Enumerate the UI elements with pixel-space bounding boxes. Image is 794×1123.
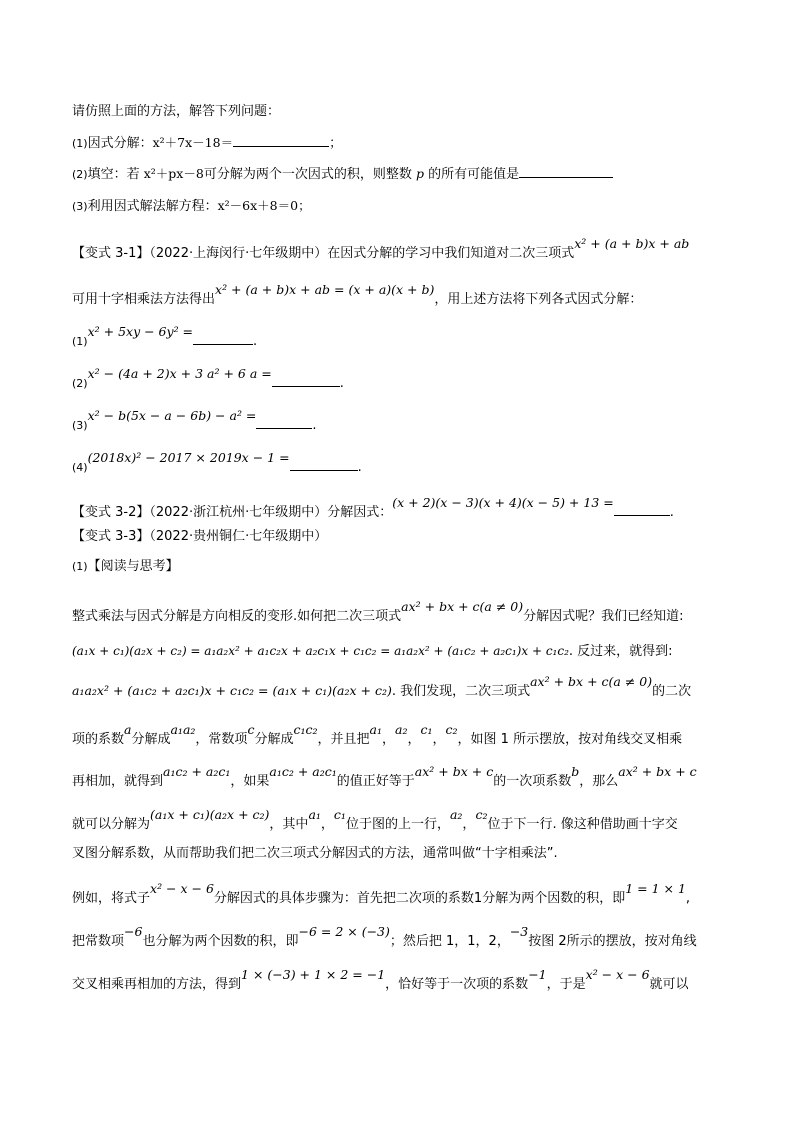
para-text: 整式乘法与因式分解是方向相反的变形.如何把二次三项式 [72, 609, 402, 624]
para-text: 位于下一行. 像这种借助画十字交 [487, 817, 678, 832]
para-text: , [685, 891, 691, 906]
math-expression: ax² + bx + c(a ≠ 0) [530, 674, 653, 689]
variant-3-3 [72, 528, 327, 546]
question-1 [72, 134, 342, 153]
para-text: 再相加，就得到 [72, 774, 164, 789]
para-text: 分解因式的具体步骤为：首先把二次项的系数1分解为两个因数的积，即 [213, 891, 626, 906]
math-expression: 1 × (−3) + 1 × 2 = −1 [241, 967, 386, 982]
para1-line1 [72, 599, 684, 626]
question-text: 可分解为两个一次因式的积，则整数 [203, 167, 412, 182]
variant-text: 在因式分解的学习中我们知道对二次三项式 [327, 246, 575, 261]
para1-line7: 叉图分解系数，从而帮助我们把二次三项式分解因式的方法，通常叫做“十字相乘法”. [72, 846, 558, 861]
math-expression: 1 = 1 × 1 [625, 881, 686, 896]
math-symbol: c₂ [445, 722, 458, 737]
variant-3-1-item-4 [72, 450, 362, 477]
para-text: ，于是 [546, 977, 586, 992]
math-expression: ax² + bx + c(a ≠ 0) [401, 599, 524, 614]
answer-blank[interactable] [519, 165, 613, 178]
para-text: . 反过来，就得到: [568, 644, 673, 659]
math-symbol: a₂ [395, 722, 408, 737]
math-expression: a₁a₂x² + (a₁c₂ + a₂c₁)x + c₁c₂ = (a₁x + c₁)(a₂x + c₂) [72, 683, 392, 698]
math-symbol: c₁ [420, 722, 433, 737]
math-expression: (x + 2)(x − 3)(x + 4)(x − 5) + 13 = [392, 495, 614, 510]
para-text: 就可以分解为 [72, 817, 151, 832]
math-expression: x² + (a + b)x + ab = (x + a)(x + b) [215, 282, 435, 297]
math-expression: a₁c₂ + a₂c₁ [269, 764, 337, 779]
math-expression: ax² + bx + c [618, 764, 697, 779]
expression: x²＋7x－18＝ [152, 135, 234, 150]
variant-3-1-item-3 [72, 408, 317, 435]
math-expression: x² − b(5x − a − 6b) − a² = [87, 408, 257, 423]
para-text: . 我们发现，二次三项式 [391, 684, 531, 699]
para-text: 交叉相乘再相加的方法，得到 [72, 977, 242, 992]
para-text: 把常数项 [72, 934, 125, 949]
math-expression: x² − x − 6 [585, 967, 650, 982]
math-symbol: a₁a₂ [170, 722, 196, 737]
math-expression: x² − x − 6 [150, 881, 214, 896]
item-number: (1) [72, 335, 88, 348]
variant-3-2 [72, 495, 674, 522]
item-number: (4) [72, 461, 88, 474]
para-text: 的二次 [652, 684, 692, 699]
source: （2022·贵州铜仁·七年级期中） [149, 529, 328, 544]
math-expression: ax² + bx + c [414, 764, 494, 779]
math-expression: x² − (4a + 2)x + 3 a² + 6 a = [87, 366, 272, 381]
reading-title: 【阅读与思考】 [87, 559, 179, 574]
question-number: (1) [72, 137, 88, 150]
para-text: ，如图 1 所示摆放，按对角线交叉相乘 [457, 732, 683, 747]
para-text: 的值正好等于 [336, 774, 415, 789]
variant-tag: 【变式 3-3】 [72, 529, 150, 544]
variant-text: 分解因式： [327, 505, 393, 520]
punctuation: . [312, 418, 317, 433]
math-expression: a₁c₂ + a₂c₁ [163, 764, 231, 779]
para-text: ，恰好等于一次项的系数 [385, 977, 529, 992]
para1-line6 [72, 807, 678, 834]
para-text: 分解因式呢？我们已经知道: [523, 609, 684, 624]
question-3 [72, 197, 311, 216]
para2-line3 [72, 967, 689, 994]
intro-line: 请仿照上面的方法，解答下列问题： [72, 104, 281, 119]
answer-blank[interactable] [193, 332, 253, 345]
punctuation: ； [329, 136, 343, 151]
math-symbol: −3 [509, 924, 529, 939]
math-expression: (a₁x + c₁)(a₂x + c₂) [150, 807, 270, 822]
math-expression: (2018x)² − 2017 × 2019x − 1 = [87, 450, 290, 465]
reading-heading [72, 558, 179, 576]
math-symbol: a₂ [449, 807, 463, 822]
question-2 [72, 165, 613, 184]
math-symbol: c₂ [475, 807, 488, 822]
math-expression: x² + (a + b)x + ab [574, 236, 690, 251]
para-text: ， [407, 732, 421, 747]
answer-blank[interactable] [233, 134, 329, 147]
math-symbol: c₁c₂ [293, 722, 318, 737]
para-text: 也分解为两个因数的积，即 [142, 934, 299, 949]
math-symbol: a [124, 722, 132, 737]
math-expression: −6 = 2 × (−3) [298, 924, 390, 939]
para-text: 分解成 [131, 732, 171, 747]
item-number: (3) [72, 419, 88, 432]
question-label: 填空：若 [87, 167, 140, 182]
punctuation: . [339, 376, 344, 391]
variant-tag: 【变式 3-1】 [72, 246, 150, 261]
answer-blank[interactable] [614, 503, 670, 516]
punctuation: . [669, 505, 674, 520]
math-symbol: a₁ [369, 722, 382, 737]
question-label: 利用因式解法解方程： [87, 199, 218, 214]
para-text: ， [381, 732, 395, 747]
para-text: ， [320, 817, 334, 832]
punctuation: . [253, 334, 258, 349]
para-text: ，如果 [230, 774, 270, 789]
punctuation: . [357, 460, 362, 475]
para-text: 位于图的上一行， [345, 817, 450, 832]
para2-line1 [72, 881, 691, 908]
item-number: (1) [72, 560, 88, 573]
math-expression: x² + 5xy − 6y² = [87, 324, 194, 339]
math-symbol: a₁ [308, 807, 321, 822]
answer-blank[interactable] [290, 458, 358, 471]
variable: p [415, 166, 424, 181]
para-text: ，并且把 [317, 732, 370, 747]
para-text: 例如，将式子 [72, 891, 151, 906]
variant-3-1-item-1 [72, 324, 258, 351]
para1-line5 [72, 764, 697, 791]
variant-3-1-item-2 [72, 366, 344, 393]
item-number: (2) [72, 377, 88, 390]
expression: x²－6x＋8＝0； [217, 198, 311, 213]
para1-line4 [72, 722, 683, 749]
para-text: 的一次项系数 [493, 774, 572, 789]
math-symbol: c [247, 722, 255, 737]
variant-text: ，用上述方法将下列各式因式分解： [434, 292, 643, 307]
para2-line2 [72, 924, 697, 951]
para-text: ；然后把 1，1，2， [389, 934, 510, 949]
para-text: 项的系数 [72, 732, 125, 747]
expression: x²＋px－8 [143, 166, 204, 181]
variant-tag: 【变式 3-2】 [72, 505, 150, 520]
source: （2022·上海闵行·七年级期中） [149, 246, 328, 261]
para-text: 分解成 [254, 732, 294, 747]
para-text: 就可以 [649, 977, 689, 992]
math-symbol: b [571, 764, 580, 779]
source: （2022·浙江杭州·七年级期中） [149, 505, 328, 520]
para-text: 按图 2所示的摆放，按对角线 [528, 934, 697, 949]
question-number: (2) [72, 168, 88, 181]
variant-3-1-header [72, 236, 690, 263]
question-number: (3) [72, 200, 88, 213]
variant-text: 可用十字相乘法方法得出 [72, 292, 216, 307]
math-symbol: −6 [124, 924, 143, 939]
question-text: 的所有可能值是 [428, 167, 520, 182]
para-text: ，其中 [269, 817, 309, 832]
para-text: ， [462, 817, 476, 832]
answer-blank[interactable] [256, 416, 312, 429]
para-text: ， [432, 732, 446, 747]
para-text: ，常数项 [195, 732, 248, 747]
math-symbol: c₁ [333, 807, 346, 822]
math-symbol: −1 [528, 967, 547, 982]
answer-blank[interactable] [272, 374, 340, 387]
para-text: ，那么 [579, 774, 619, 789]
para1-line2 [72, 642, 673, 661]
math-expression: (a₁x + c₁)(a₂x + c₂) = a₁a₂x² + a₁c₂x + a₂c₁x + c₁c₂ = a₁a₂x² + (a₁c₂ + a₂c₁)x + c₁c₂ [72, 644, 569, 658]
para1-line3 [72, 674, 692, 701]
question-label: 因式分解： [87, 136, 153, 151]
variant-3-1-line2 [72, 282, 643, 309]
